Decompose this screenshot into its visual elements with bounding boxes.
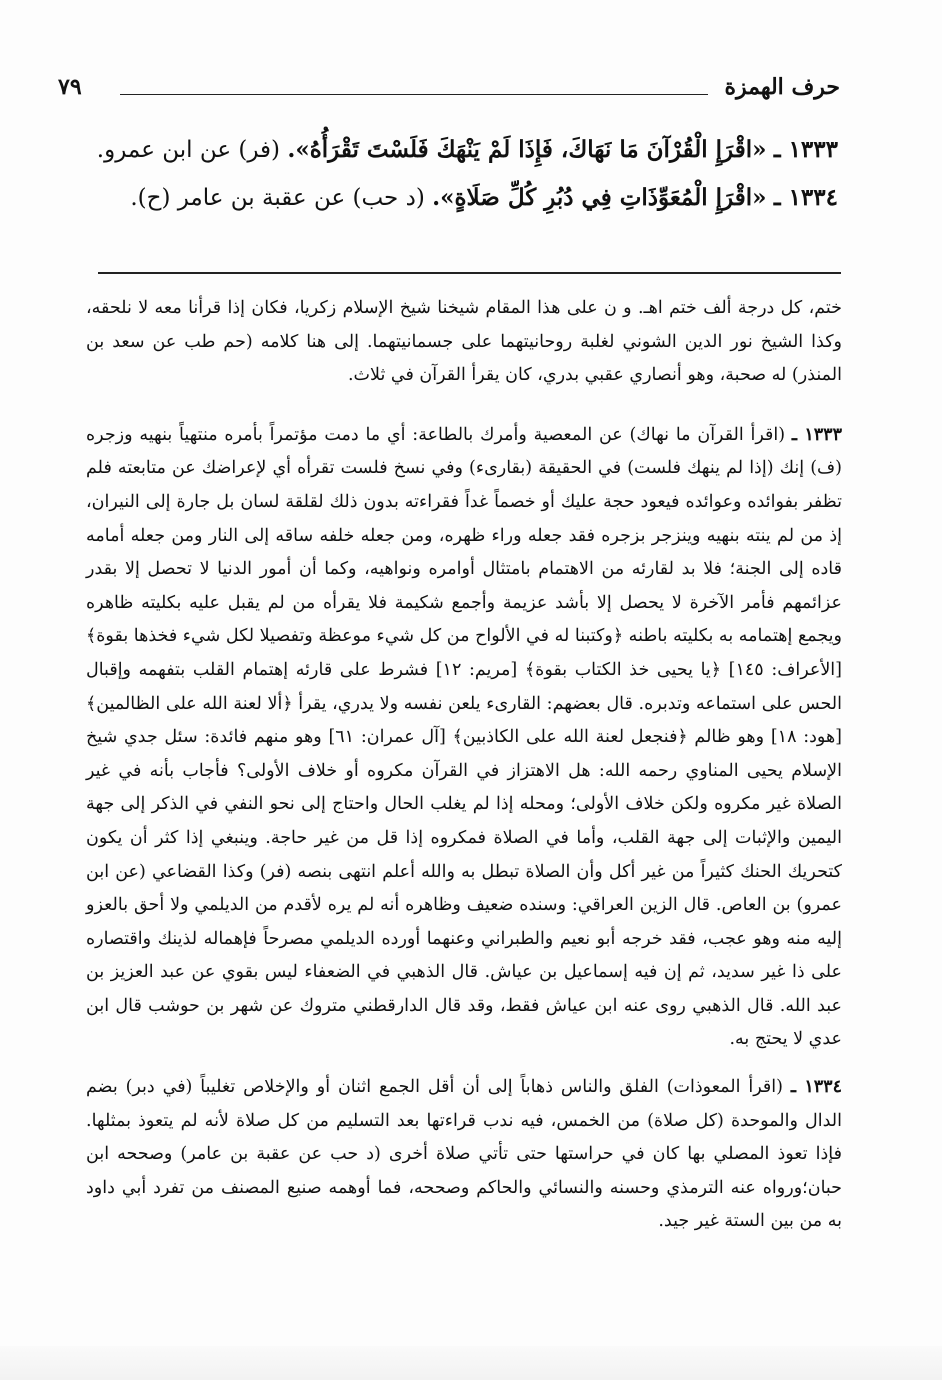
hadith-entry	[70, 176, 838, 220]
hadith-number: ١٣٣٣ ـ	[773, 136, 838, 163]
chapter-title: حرف الهمزة	[724, 74, 840, 100]
page-number: ٧٩	[58, 74, 82, 100]
entry-text: (اقرأ المعوذات) الفلق والناس ذهاباً إلى أن أقل الجمع اثنان أو والإخلاص تغليباً (في دبر) بضم الدال والموحدة (كل صلاة) من الخمس، فيه ندب قراءتها بعد التسليم من كل صلاة لأنه لم يتعوذ بمثلها. فإذا تعوذ المصلي بها كان في حراستها حتى تأتي صلاة أخرى (د حب عن عقبة بن عامر) وصححه ابن حبان؛ورواه عنه الترمذي وحسنه والنسائي والحاكم وصححه، فما أوهمه صنيع المصنف من تفرد أبي داود به من بين الستة غير جيد.	[86, 1077, 842, 1232]
commentary-intro: ختم، كل درجة ألف ختم اهـ. و ن على هذا المقام شيخنا شيخ الإسلام زكريا، فكان إذا قرأنا معه لا نلحقه، وكذا الشيخ نور الدين الشوني لغلبة روحانيتهما على جسمانيتهما. إلى هنا كلامه (حم طب عن سعد بن المنذر) له صحبة، وهو أنصاري عقبي بدري، كان يقرأ القرآن في ثلاث.	[86, 298, 842, 386]
hadith-source: (د حب) عن عقبة بن عامر (ح).	[130, 185, 425, 211]
hadith-entry	[70, 128, 838, 172]
commentary-entry-1333	[86, 419, 842, 1057]
footnote-separator	[98, 272, 841, 274]
page-bottom-margin	[0, 1346, 942, 1380]
entry-text: (اقرأ القرآن ما نهاك) عن المعصية وأمرك بالطاعة: أي ما دمت مؤتمراً بأمره منتهياً بنهيه وزجره (ف) إنك (إذا لم ينهك فلست) في الحقيقة (بقارىء) وفي نسخ فلست تقرأه أي لإعراضك عن متابعته فلم تظفر بفوائده وعوائده فيعود حجة عليك أو خصماً غداً فقراءته بدون ذلك لقلقة لسان بل جارة إلى النيران، إذ من لم ينته بنهيه وينزجر بزجره فقد جعله وراء ظهره، ومن جعله خلفه ساقه إلى النار ومن جعله أمامه قاده إلى الجنة؛ فلا بد لقارئه من الاهتمام بامتثال أوامره ونواهيه، وكما أن أمور الدنيا لا تحصل إلا بقدر عزائمهم فأمر الآخرة لا يحصل إلا بأشد عزيمة وأجمع شكيمة فلا يقرأه من لم يقبل عليه بكليته ظاهره ويجمع إهتمامه به بكليته باطنه ﴿وكتبنا له في الألواح من كل شيء موعظة وتفصيلا لكل شيء فخذها بقوة﴾ [الأعراف: ١٤٥] ﴿يا يحيى خذ الكتاب بقوة﴾ [مريم: ١٢] فشرط على قارئه إهتمام القلب بتفهمه وإقبال الحس على استماعه وتدبره. قال بعضهم: القارىء يلعن نفسه ولا يدري، يقرأ ﴿ألا لعنة الله على الظالمين﴾ [هود: ١٨] وهو ظالم ﴿فنجعل لعنة الله على الكاذبين﴾ [آل عمران: ٦١] وهو منهم فائدة: سئل جدي شيخ الإسلام يحيى المناوي رحمه الله: هل الاهتزاز في القرآن مكروه أو خلاف الأولى؟ فأجاب بأنه في غير الصلاة غير مكروه ولكن خلاف الأولى؛ ومحله إذا لم يغلب الحال واحتاج إلى نحو النفي في الذكر إلى جهة اليمين والإثبات إلى جهة القلب، وأما في الصلاة فمكروه إذا قل من غير حاجة. وينبغي إذا كثر أن يكون كتحريك الحنك كثيراً من غير أكل وأن الصلاة تبطل به والله أعلم انتهى بنصه (فر) وكذا القضاعي (عن ابن عمرو) بن العاص. قال الزين العراقي: وسنده ضعيف وظاهره أنه لم يره لأقدم من الديلمي ولا أحق بالعزو إليه منه وهو عجب، فقد خرجه أبو نعيم والطبراني وعنهما أورده الديلمي مصرحاً فإهماله لذينك واقتصاره على ذا غير سديد، ثم إن فيه إسماعيل بن عياش. قال الذهبي في الضعفاء ليس بقوي عن عبد العزيز بن عبد الله. قال الذهبي روى عنه ابن عياش فقط، وقد قال الدارقطني متروك عن شهر بن حوشب قال ابن عدي لا يحتج به.	[86, 424, 843, 1050]
header-rule	[120, 94, 708, 95]
hadith-source: (فر) عن ابن عمرو.	[96, 137, 281, 163]
hadith-number: ١٣٣٤ ـ	[773, 184, 838, 211]
page-header	[58, 72, 840, 106]
commentary	[86, 292, 842, 1253]
hadith-text: «اقْرَإِ الْمُعَوِّذَاتِ فِي دُبُرِ كُلِّ صَلَاةٍ».	[432, 184, 767, 211]
commentary-entry-1334	[86, 1071, 842, 1239]
hadith-text: «اقْرَإِ الْقُرْآنَ مَا نَهَاكَ، فَإِذَا لَمْ يَنْهَكَ فَلَسْتَ تَقْرَأُهُ».	[287, 136, 767, 163]
entry-number: ١٣٣٤ ـ	[790, 1077, 842, 1098]
hadith-list	[70, 128, 838, 224]
entry-number: ١٣٣٣ ـ	[791, 424, 842, 445]
